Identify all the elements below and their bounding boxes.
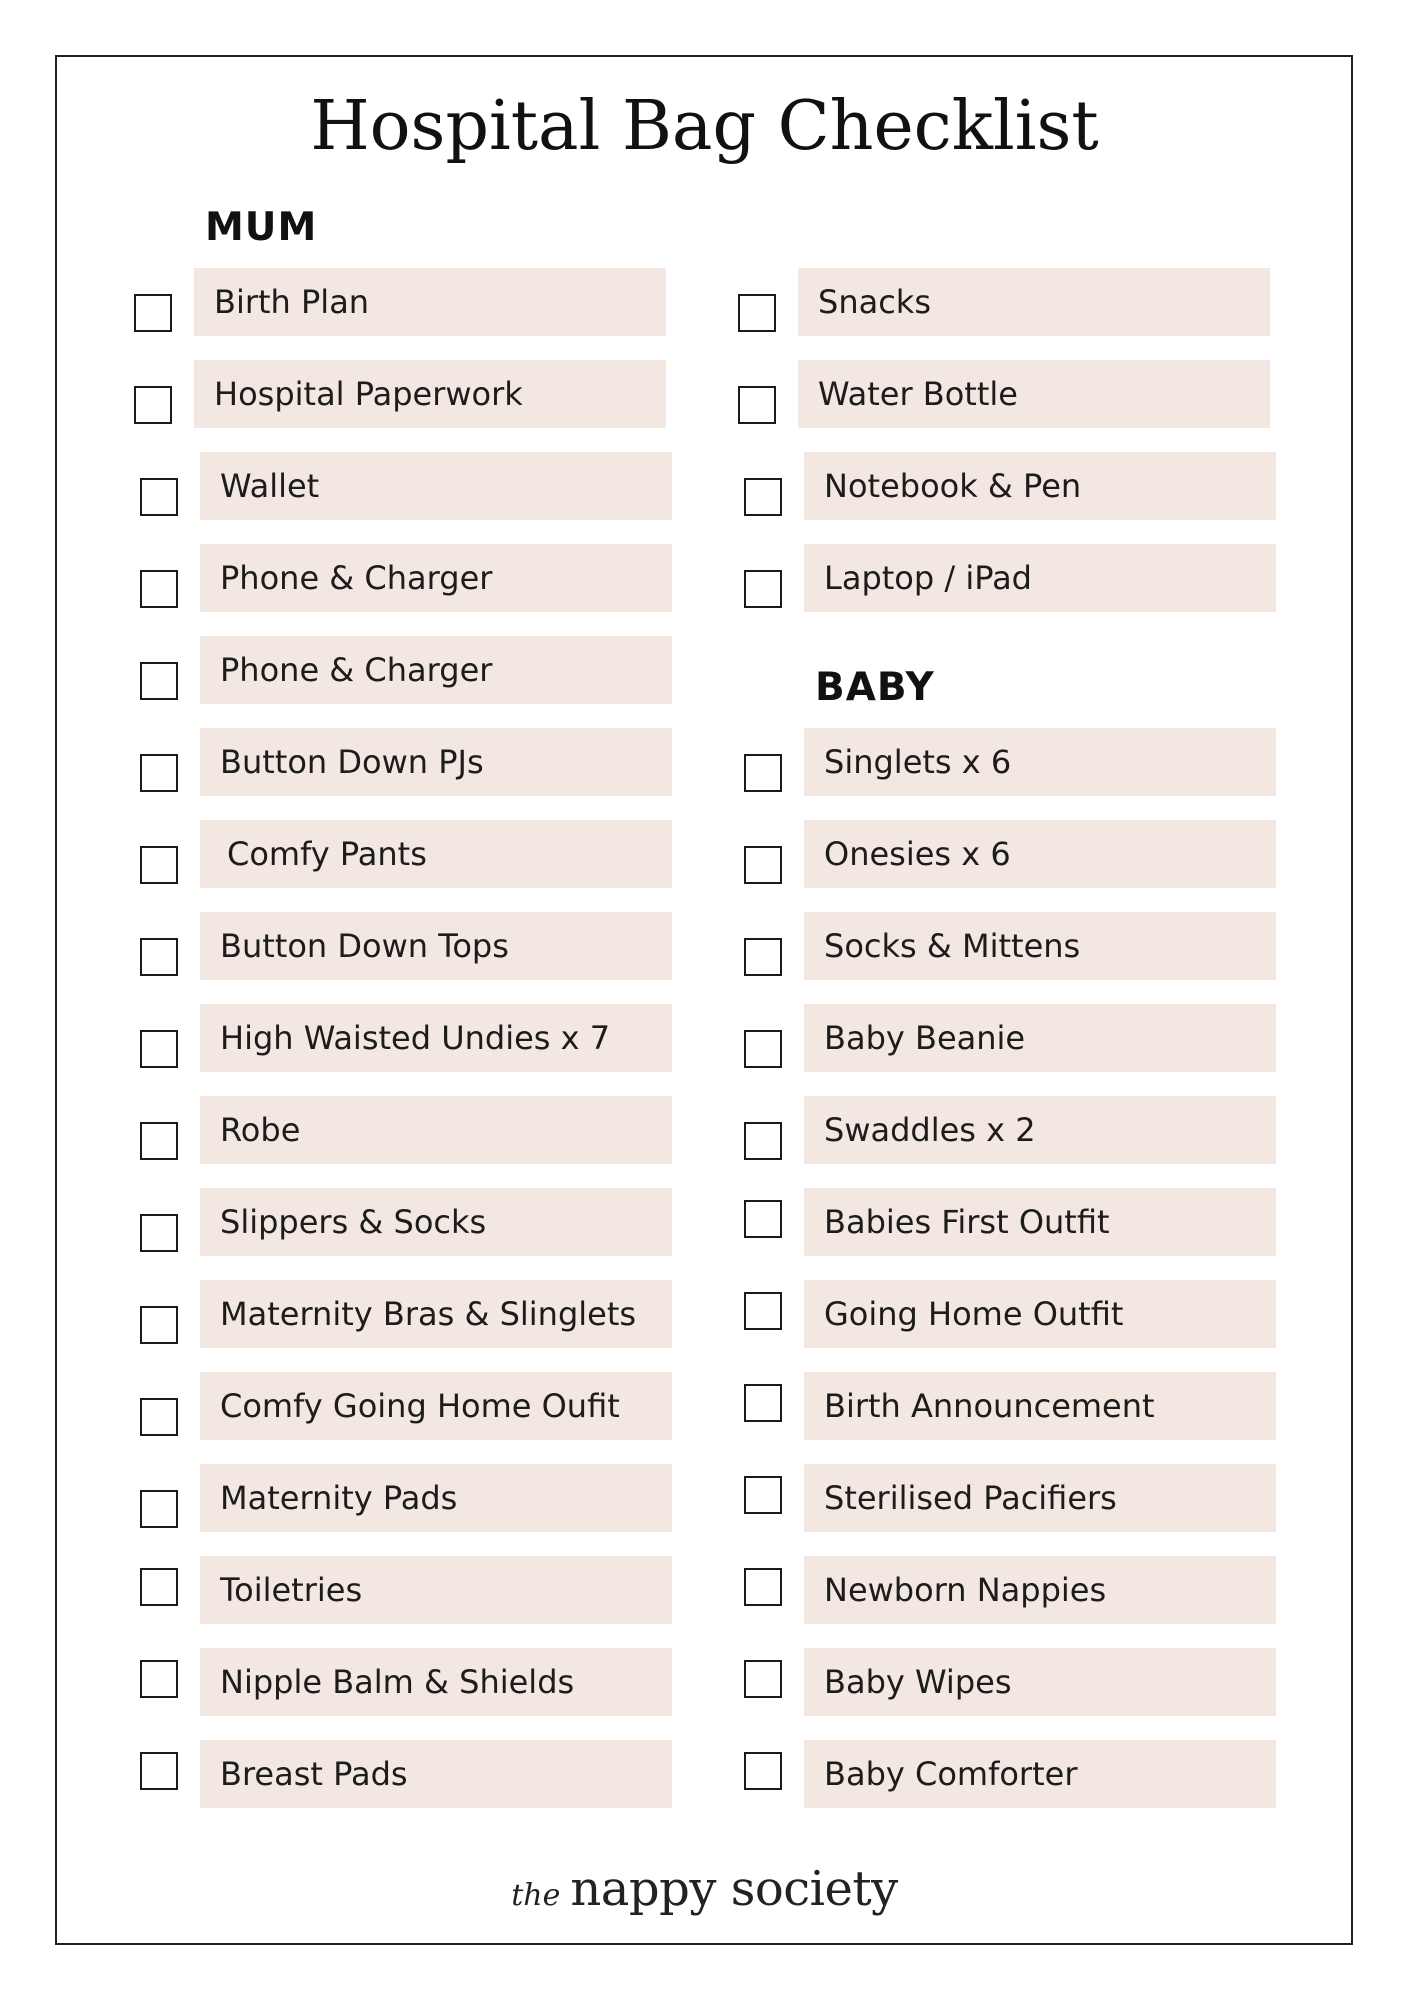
item-label: Baby Comforter [804, 1740, 1276, 1808]
checkbox[interactable] [140, 1214, 178, 1252]
checkbox[interactable] [140, 1568, 178, 1606]
item-label: Button Down PJs [200, 728, 672, 796]
checkbox[interactable] [744, 570, 782, 608]
item-label: Comfy Pants [200, 820, 672, 888]
item-label: Slippers & Socks [200, 1188, 672, 1256]
checkbox[interactable] [738, 386, 776, 424]
checkbox[interactable] [744, 938, 782, 976]
brand-name: nappy society [570, 1861, 898, 1917]
page-title: Hospital Bag Checklist [310, 87, 1099, 166]
item-label: Socks & Mittens [804, 912, 1276, 980]
checkbox[interactable] [744, 1384, 782, 1422]
item-label: Baby Beanie [804, 1004, 1276, 1072]
checkbox[interactable] [140, 754, 178, 792]
checkbox[interactable] [140, 1030, 178, 1068]
item-label: Robe [200, 1096, 672, 1164]
item-label: Nipple Balm & Shields [200, 1648, 672, 1716]
checkbox[interactable] [140, 570, 178, 608]
checkbox[interactable] [140, 478, 178, 516]
checkbox[interactable] [134, 386, 172, 424]
checkbox[interactable] [744, 1568, 782, 1606]
item-label: Onesies x 6 [804, 820, 1276, 888]
item-label: Maternity Bras & Slinglets [200, 1280, 672, 1348]
baby-heading: BABY [815, 665, 935, 710]
item-label: High Waisted Undies x 7 [200, 1004, 672, 1072]
item-label: Water Bottle [798, 360, 1270, 428]
checkbox[interactable] [744, 1292, 782, 1330]
checkbox[interactable] [744, 754, 782, 792]
checkbox[interactable] [744, 478, 782, 516]
item-label: Baby Wipes [804, 1648, 1276, 1716]
item-label: Birth Plan [194, 268, 666, 336]
checkbox[interactable] [744, 1030, 782, 1068]
checkbox[interactable] [140, 1490, 178, 1528]
checkbox[interactable] [744, 1752, 782, 1790]
brand-logo [0, 1854, 1409, 1935]
checkbox[interactable] [140, 662, 178, 700]
checkbox[interactable] [744, 1122, 782, 1160]
item-label: Sterilised Pacifiers [804, 1464, 1276, 1532]
item-label: Button Down Tops [200, 912, 672, 980]
item-label: Phone & Charger [200, 636, 672, 704]
checkbox[interactable] [140, 1752, 178, 1790]
checkbox[interactable] [744, 846, 782, 884]
item-label: Snacks [798, 268, 1270, 336]
checkbox[interactable] [744, 1660, 782, 1698]
mum-heading: MUM [205, 205, 318, 250]
checkbox[interactable] [140, 1306, 178, 1344]
brand-prefix: the [511, 1878, 561, 1913]
item-label: Hospital Paperwork [194, 360, 666, 428]
item-label: Toiletries [200, 1556, 672, 1624]
checkbox[interactable] [140, 1398, 178, 1436]
checkbox[interactable] [140, 938, 178, 976]
item-label: Notebook & Pen [804, 452, 1276, 520]
checkbox[interactable] [140, 1660, 178, 1698]
item-label: Newborn Nappies [804, 1556, 1276, 1624]
item-label: Babies First Outfit [804, 1188, 1276, 1256]
item-label: Going Home Outfit [804, 1280, 1276, 1348]
checkbox[interactable] [134, 294, 172, 332]
item-label: Birth Announcement [804, 1372, 1276, 1440]
item-label: Comfy Going Home Oufit [200, 1372, 672, 1440]
item-label: Laptop / iPad [804, 544, 1276, 612]
checkbox[interactable] [140, 846, 178, 884]
checkbox[interactable] [738, 294, 776, 332]
item-label: Singlets x 6 [804, 728, 1276, 796]
item-label: Breast Pads [200, 1740, 672, 1808]
item-label: Swaddles x 2 [804, 1096, 1276, 1164]
checkbox[interactable] [744, 1476, 782, 1514]
item-label: Maternity Pads [200, 1464, 672, 1532]
item-label: Wallet [200, 452, 672, 520]
checkbox[interactable] [744, 1200, 782, 1238]
item-label: Phone & Charger [200, 544, 672, 612]
checkbox[interactable] [140, 1122, 178, 1160]
